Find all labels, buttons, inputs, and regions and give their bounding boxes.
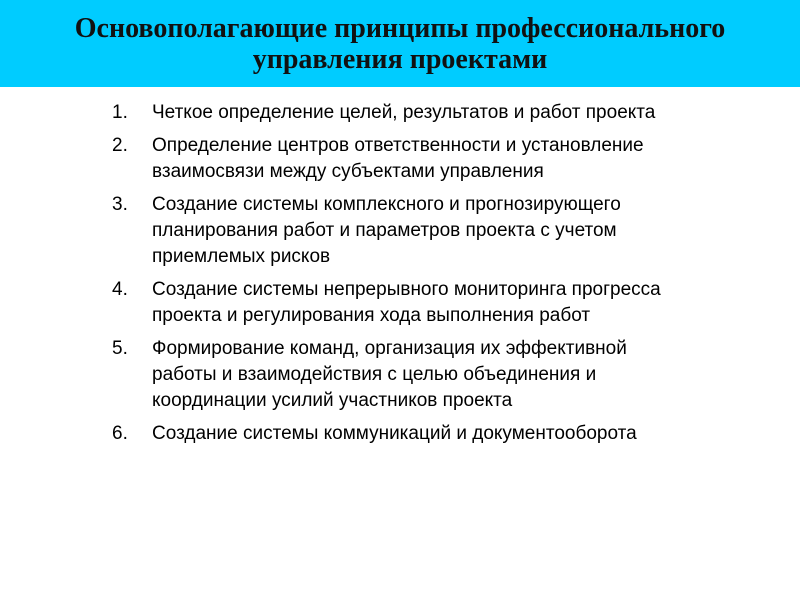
list-item	[112, 336, 672, 414]
list-item-number: 5.	[112, 338, 128, 359]
title-band	[0, 0, 800, 87]
list-item	[112, 100, 672, 126]
list-item-text: Создание системы коммуникаций и документооборота	[152, 423, 637, 444]
list-item	[112, 277, 672, 329]
list-item-text: Определение центров ответственности и установление взаимосвязи между субъектами управления	[152, 135, 644, 182]
list-item-text: Четкое определение целей, результатов и работ проекта	[152, 102, 656, 123]
list-item-number: 2.	[112, 135, 128, 156]
list-item-text: Создание системы непрерывного мониторинга прогресса проекта и регулирования хода выполнения работ	[152, 279, 661, 326]
list-item	[112, 133, 672, 185]
principles-list	[112, 100, 672, 454]
list-item-number: 4.	[112, 279, 128, 300]
list-item-number: 6.	[112, 423, 128, 444]
list-item	[112, 421, 672, 447]
list-item-text: Создание системы комплексного и прогнозирующего планирования работ и параметров проекта с учетом приемлемых рисков	[152, 194, 621, 267]
list-item	[112, 192, 672, 270]
list-item-number: 3.	[112, 194, 128, 215]
list-item-number: 1.	[112, 102, 128, 123]
slide-title: Основополагающие принципы профессионального управления проектами	[74, 12, 726, 75]
list-item-text: Формирование команд, организация их эффективной работы и взаимодействия с целью объединения и координации усилий участников проекта	[152, 338, 627, 411]
